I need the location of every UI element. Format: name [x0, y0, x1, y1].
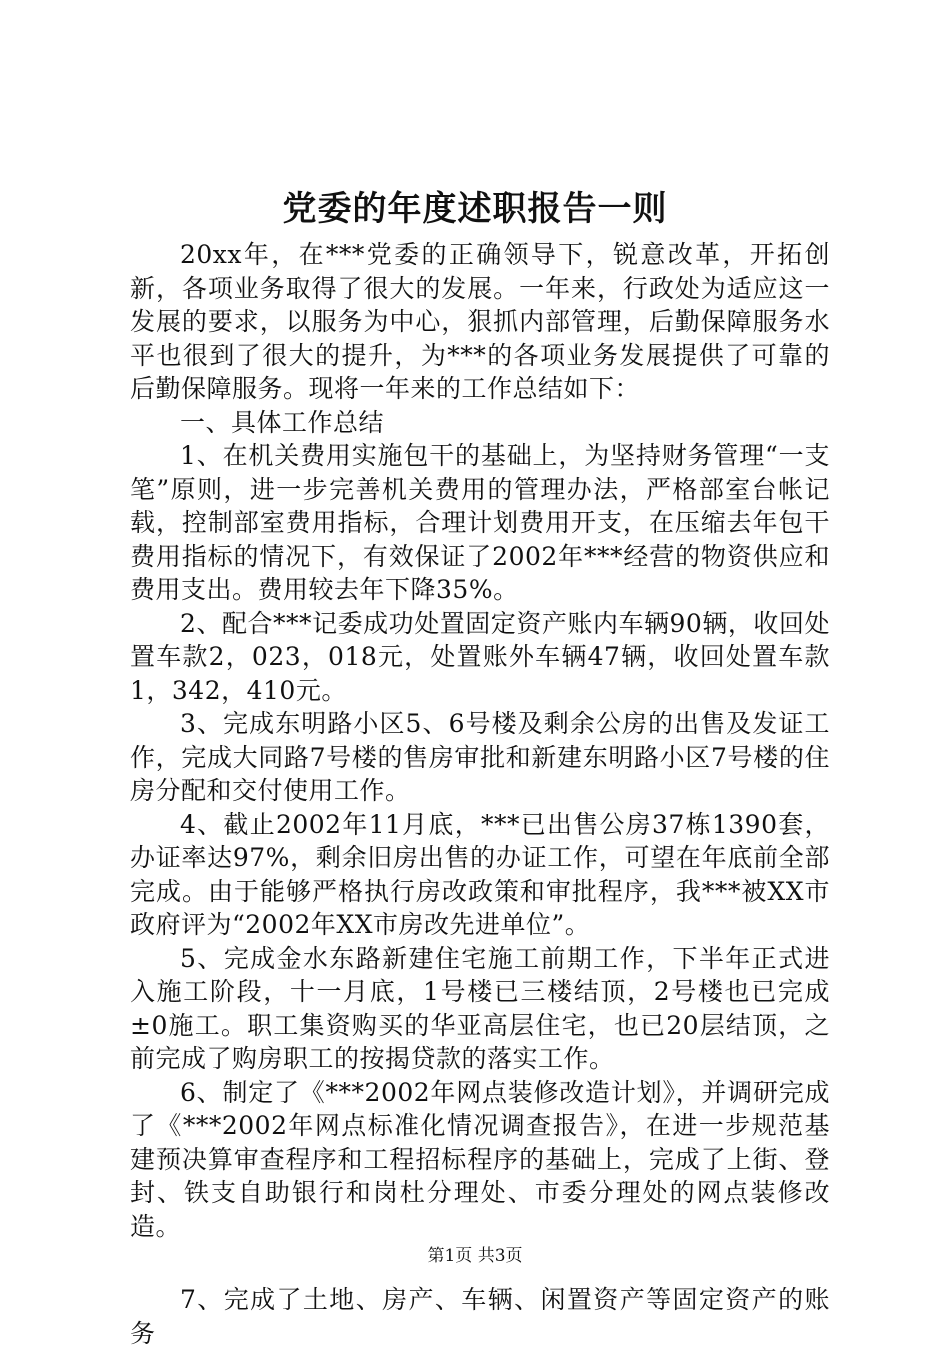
paragraph-intro: 20xx年，在***党委的正确领导下，锐意改革，开拓创新，各项业务取得了很大的发展。一年来，行政处为适应这一发展的要求，以服务为中心，狠抓内部管理，后勤保障服务水平也很到了很大的提升，为***的各项业务发展提供了可靠的后勤保障服务。现将一年来的工作总结如下：	[130, 240, 830, 403]
paragraph-item-3: 3、完成东明路小区5、6号楼及剩余公房的出售及发证工作，完成大同路7号楼的售房审批和新建东明路小区7号楼的住房分配和交付使用工作。	[130, 709, 830, 805]
page-footer: 第1页 共3页	[427, 1246, 523, 1266]
paragraph-item-7: 7、完成了土地、房产、车辆、闲置资产等固定资产的账务	[130, 1285, 830, 1348]
paragraph-item-4: 4、截止2002年11月底，***已出售公房37栋1390套，办证率达97%，剩余旧房出售的办证工作，可望在年底前全部完成。由于能够严格执行房改政策和审批程序，我***被XX市政府评为“2002年XX市房改先进单位”。	[130, 809, 830, 939]
paragraph-item-2: 2、配合***记委成功处置固定资产账内车辆90辆，收回处置车款2，023，018元，处置账外车辆47辆，收回处置车款1，342，410元。	[130, 608, 830, 705]
document-body	[130, 238, 830, 1350]
paragraph-item-6: 6、制定了《***2002年网点装修改造计划》，并调研完成了《***2002年网点标准化情况调查报告》，在进一步规范基建预决算审查程序和工程招标程序的基础上，完成了上街、登封、铁支自助银行和岗杜分理处、市委分理处的网点装修改造。	[130, 1077, 830, 1241]
paragraph-item-5: 5、完成金水东路新建住宅施工前期工作，下半年正式进入施工阶段，十一月底，1号楼已三楼结顶，2号楼也已完成±0施工。职工集资购买的华亚高层住宅，也已20层结顶，之前完成了购房职工的按揭贷款的落实工作。	[130, 943, 830, 1073]
paragraph-item-1: 1、在机关费用实施包干的基础上，为坚持财务管理“一支笔”原则，进一步完善机关费用的管理办法，严格部室台帐记载，控制部室费用指标，合理计划费用开支，在压缩去年包干费用指标的情况下，有效保证了2002年***经营的物资供应和费用支出。费用较去年下降35%。	[130, 441, 830, 604]
document-title: 党委的年度述职报告一则	[282, 189, 668, 229]
section-heading: 一、具体工作总结	[180, 407, 385, 437]
